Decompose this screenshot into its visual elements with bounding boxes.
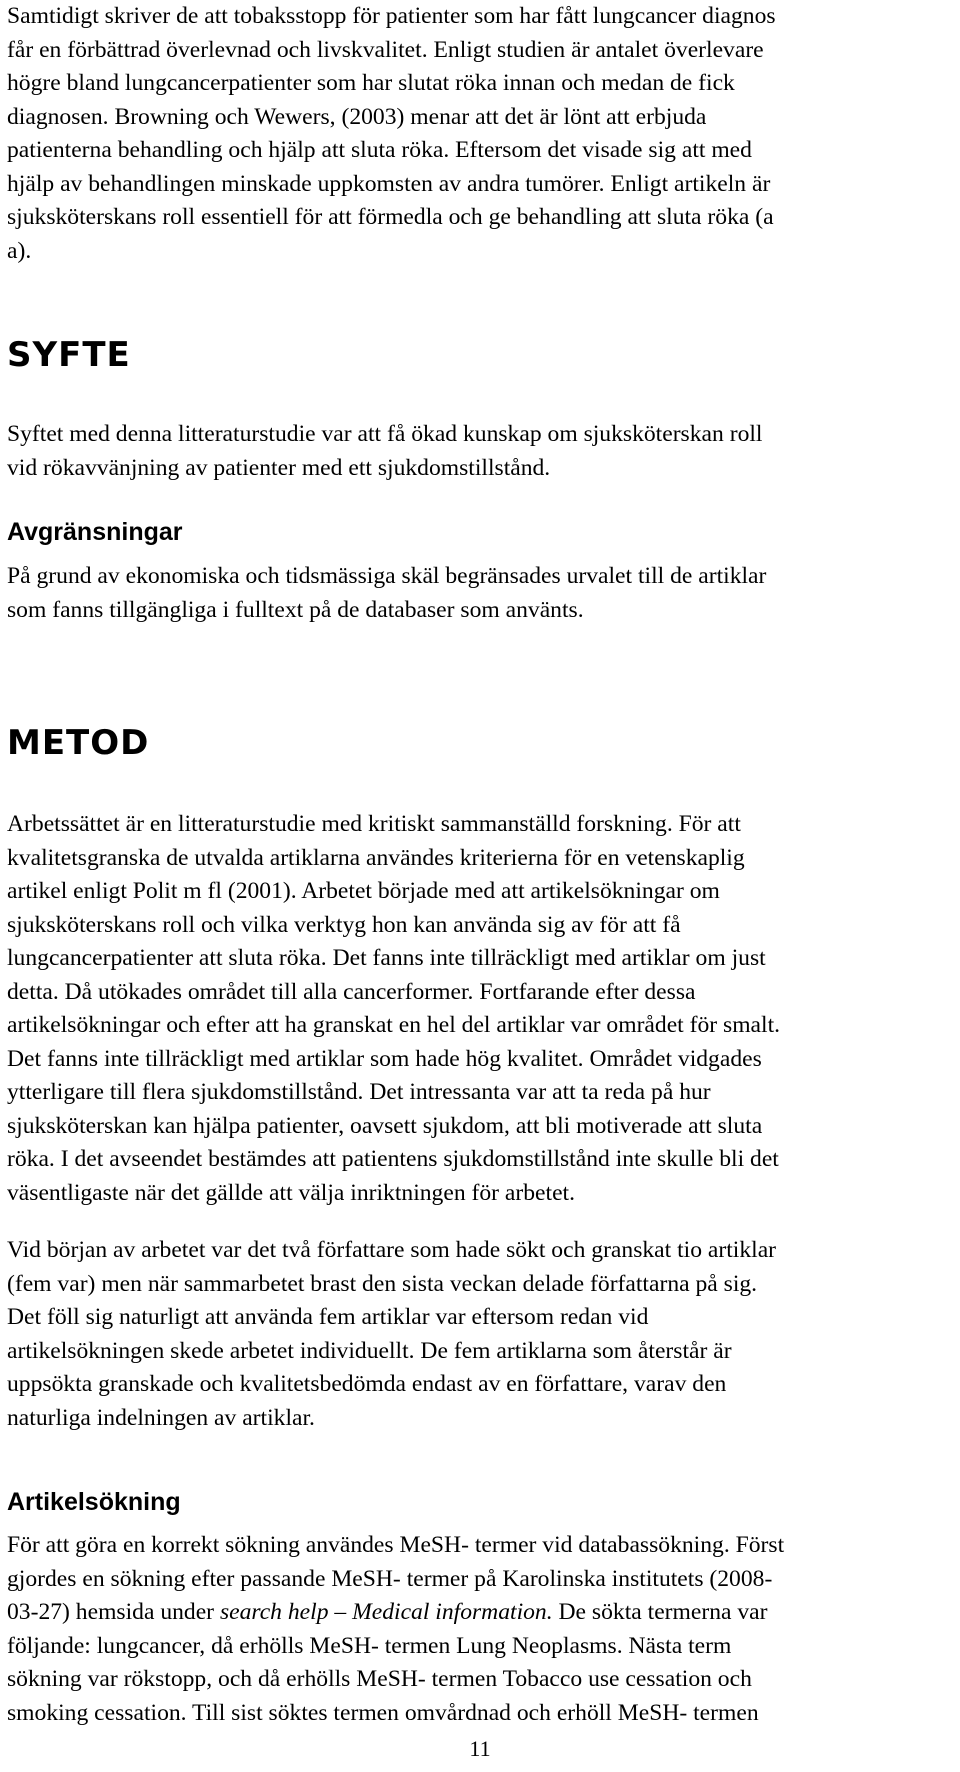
artikelsokning-paragraph bbox=[7, 1529, 784, 1730]
syfte-paragraph: Syftet med denna litteraturstudie var att få ökad kunskap om sjuksköterskan roll vid rökavvänjning av patienter med ett sjukdomstillstånd. bbox=[7, 421, 763, 481]
artikelsokning-text-end: De sökta termerna var följande: lungcancer, då erhölls MeSH- termen Lung Neoplasms. Nästa term sökning var rökstopp, och då erhölls MeSH- termen Tobacco use cessation och smoking cessation. Till sist söktes termen omvårdnad och erhöll MeSH- termen bbox=[7, 1599, 768, 1726]
artikelsokning-italic-source: search help – Medical information. bbox=[219, 1599, 553, 1625]
metod-paragraph-2: Vid början av arbetet var det två författare som hade sökt och granskat tio artiklar (fem var) men när sammarbetet brast den sista veckan delade författarna på sig. Det föll sig naturligt att använda fem artiklar var eftersom redan vid artikelsökningen skede arbetet individuellt. De fem artiklarna som återstår är uppsökta granskade och kvalitetsbedömda endast av en författare, varav den naturliga indelningen av artiklar. bbox=[7, 1237, 777, 1431]
artikelsokning-heading: Artikelsökning bbox=[7, 1488, 181, 1516]
syfte-heading: SYFTE bbox=[7, 335, 131, 375]
metod-heading: METOD bbox=[7, 723, 150, 763]
avgransningar-heading: Avgränsningar bbox=[7, 518, 183, 546]
artikelsokning-text-start: För att göra en korrekt sökning användes MeSH- termer vid databassökning. Först gjordes en sökning efter passande MeSH- termer på Karolinska institutets (2008- 03-27) hemsida under bbox=[7, 1532, 785, 1625]
metod-paragraph-1: Arbetssättet är en litteraturstudie med kritiskt sammanställd forskning. För att kvalitetsgranska de utvalda artiklarna användes kriterierna för en vetenskaplig artikel enligt Polit m fl (2001). Arbetet började med att artikelsökningar om sjuksköterskans roll och vilka verktyg hon kan använda sig av för att få lungcancerpatienter att sluta röka. Det fanns inte tillräckligt med artiklar om just detta. Då utökades området till alla cancerformer. Fortfarande efter dessa artikelsökningar och efter att ha granskat en hel del artiklar var området för smalt. Det fanns inte tillräckligt med artiklar som hade hög kvalitet. Området vidgades ytterligare till flera sjukdomstillstånd. Det intressanta var att ta reda på hur sjuksköterskan kan hjälpa patienter, oavsett sjukdom, att bli motiverade att sluta röka. I det avseendet bestämdes att patientens sjukdomstillstånd inte skulle bli det väsentligaste när det gällde att välja inriktningen för arbetet. bbox=[7, 811, 781, 1206]
intro-paragraph: Samtidigt skriver de att tobaksstopp för patienter som har fått lungcancer diagnos får en förbättrad överlevnad och livskvalitet. Enligt studien är antalet överlevare högre bland lungcancerpatienter som har slutat röka innan och medan de fick diagnosen. Browning och Wewers, (2003) menar att det är lönt att erbjuda patienterna behandling och hjälp att sluta röka. Eftersom det visade sig att med hjälp av behandlingen minskade uppkomsten av andra tumörer. Enligt artikeln är sjuksköterskans roll essentiell för att förmedla och ge behandling att sluta röka (a a). bbox=[7, 3, 776, 264]
page-number: 11 bbox=[469, 1736, 491, 1761]
avgransningar-paragraph: På grund av ekonomiska och tidsmässiga skäl begränsades urvalet till de artiklar som fanns tillgängliga i fulltext på de databaser som använts. bbox=[7, 563, 767, 623]
